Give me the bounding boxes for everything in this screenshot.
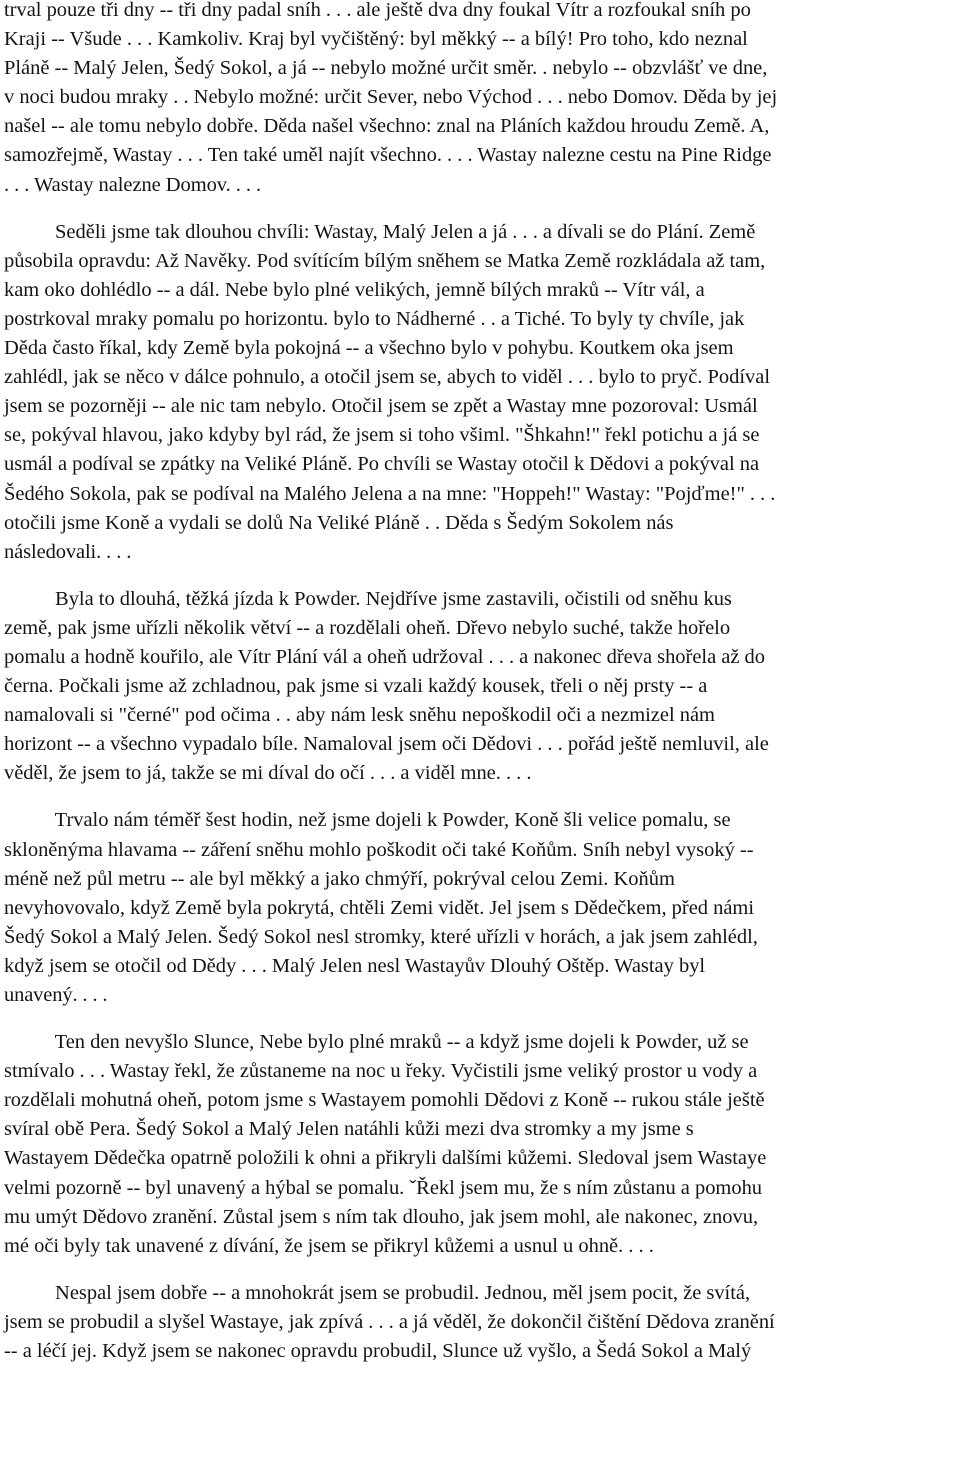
- text-line: skloněnýma hlavama -- záření sněhu mohlo poškodit oči také Koňům. Sníh nebyl vysoký --: [4, 838, 754, 861]
- text-line: Trvalo nám téměř šest hodin, než jsme dojeli k Powder, Koně šli velice pomalu, se: [4, 809, 731, 832]
- paragraph-gap: [4, 1261, 956, 1279]
- paragraph-gap: [4, 567, 956, 585]
- text-line: zahlédl, jak se něco v dálce pohnulo, a otočil jsem se, abych to viděl . . . bylo to pryč. Podíval: [4, 366, 770, 389]
- text-line: jsem se pozorněji -- ale nic tam nebylo. Otočil jsem se zpět a Wastay mne pozoroval: Usmál: [4, 395, 758, 418]
- text-line: Pláně -- Malý Jelen, Šedý Sokol, a já -- nebylo možné určit směr. . nebylo -- obzvlášť ve dne,: [4, 57, 768, 80]
- text-line: nevyhovovalo, když Země byla pokrytá, chtěli Zemi vidět. Jel jsem s Dědečkem, před námi: [4, 896, 755, 919]
- text-line: Děda často říkal, kdy Země byla pokojná -- a všechno bylo v pohybu. Koutkem oka jsem: [4, 337, 734, 360]
- text-line: mé oči byly tak unavené z dívání, že jsem se přikryl kůžemi a usnul u ohně. . . .: [4, 1234, 654, 1257]
- text-line: unavený. . . .: [4, 984, 108, 1006]
- text-line: -- a léčí jej. Když jsem se nakonec opravdu probudil, Slunce už vyšlo, a Šedá Sokol a Malý: [4, 1340, 752, 1363]
- text-line: samozřejmě, Wastay . . . Ten také uměl najít všechno. . . . Wastay nalezne cestu na Pine Ridge: [4, 144, 772, 167]
- text-line: v noci budou mraky . . Nebylo možné: určit Sever, nebo Východ . . . nebo Domov. Děda by jej: [4, 86, 778, 109]
- text-line: namalovali si "černé" pod očima . . aby nám lesk sněhu nepoškodil oči a nezmizel nám: [4, 704, 715, 727]
- text-line: Šedého Sokola, pak se podíval na Malého Jelena a na mne: "Hoppeh!" Wastay: "Pojďme!" . . .: [4, 482, 776, 505]
- text-line: mu umýt Dědovo zranění. Zůstal jsem s ním tak dlouho, jak jsem mohl, ale nakonec, znovu,: [4, 1205, 759, 1228]
- text-line: otočili jsme Koně a vydali se dolů Na Veliké Pláně . . Děda s Šedým Sokolem nás: [4, 511, 674, 534]
- text-line: země, pak jsme uřízli několik větví -- a rozdělali oheň. Dřevo nebylo suché, takže hořelo: [4, 616, 731, 639]
- text-line: Nespal jsem dobře -- a mnohokrát jsem se probudil. Jednou, měl jsem pocit, že svítá,: [4, 1281, 751, 1304]
- text-line: Seděli jsme tak dlouhou chvíli: Wastay, Malý Jelen a já . . . a dívali se do Plání. Země: [4, 220, 756, 243]
- paragraph-gap: [4, 200, 956, 218]
- text-line: stmívalo . . . Wastay řekl, že zůstaneme na noc u řeky. Vyčistili jsme veliký prostor u vody a: [4, 1060, 758, 1083]
- text-line: následovali. . . .: [4, 540, 132, 563]
- paragraph: [4, 585, 956, 789]
- text-line: pomalu a hodně kouřilo, ale Vítr Plání vál a oheň udržoval . . . a nakonec dřeva shořela až do: [4, 645, 765, 668]
- paragraph: [4, 0, 956, 200]
- text-line: trval pouze tři dny -- tři dny padal sníh . . . ale ještě dva dny foukal Vítr a rozfoukal sníh po: [4, 0, 751, 21]
- text-line: Kraji -- Všude . . . Kamkoliv. Kraj byl vyčištěný: byl měkký -- a bílý! Pro toho, kdo neznal: [4, 28, 748, 51]
- text-line: jsem se probudil a slyšel Wastaye, jak zpívá . . . a já věděl, že dokončil čištění Dědova zranění: [4, 1310, 775, 1333]
- paragraph-gap: [4, 1010, 956, 1028]
- paragraph: [4, 1279, 956, 1366]
- paragraph: [4, 218, 956, 567]
- text-line: kam oko dohlédlo -- a dál. Nebe bylo plné velikých, jemně bílých mraků -- Vítr vál, a: [4, 278, 705, 301]
- text-line: Šedý Sokol a Malý Jelen. Šedý Sokol nesl stromky, které uřízli v horách, a jak jsem zahlédl,: [4, 925, 758, 948]
- text-line: se, pokýval hlavou, jako kdyby byl rád, že jsem si toho všiml. "Šhkahn!" řekl potichu a já se: [4, 424, 760, 447]
- text-line: Byla to dlouhá, těžká jízda k Powder. Nejdříve jsme zastavili, očistili od sněhu kus: [4, 587, 732, 610]
- text-line: usmál a podíval se zpátky na Veliké Pláně. Po chvíli se Wastay otočil k Dědovi a pokýval na: [4, 453, 760, 476]
- text-line: méně než půl metru -- ale byl měkký a jako chmýří, pokrýval celou Zemi. Koňům: [4, 867, 675, 890]
- paragraph: [4, 1028, 956, 1261]
- text-line: velmi pozorně -- byl unavený a hýbal se pomalu. ˇŘekl jsem mu, že s ním zůstanu a pomohu: [4, 1176, 763, 1199]
- text-line: . . . Wastay nalezne Domov. . . .: [4, 173, 262, 196]
- text-line: když jsem se otočil od Dědy . . . Malý Jelen nesl Wastayův Dlouhý Oštěp. Wastay byl: [4, 954, 706, 977]
- paragraph: [4, 806, 956, 1010]
- paragraph-gap: [4, 788, 956, 806]
- text-line: Ten den nevyšlo Slunce, Nebe bylo plné mraků -- a když jsme dojeli k Powder, už se: [4, 1031, 749, 1054]
- text-line: rozdělali mohutná oheň, potom jsme s Wastayem pomohli Dědovi z Koně -- rukou stále ještě: [4, 1089, 765, 1112]
- text-line: našel -- ale tomu nebylo dobře. Děda našel všechno: znal na Pláních každou hroudu Země. A,: [4, 115, 770, 138]
- text-line: černa. Počkali jsme až zchladnou, pak jsme si vzali každý kousek, třeli o něj prsty -- a: [4, 675, 708, 698]
- text-line: horizont -- a všechno vypadalo bíle. Namaloval jsem oči Dědovi . . . pořád ještě nemluvil, ale: [4, 733, 769, 756]
- text-line: svíral obě Pera. Šedý Sokol a Malý Jelen natáhli kůži mezi dva stromky a my jsme s: [4, 1118, 694, 1141]
- text-line: Wastayem Dědečka opatrně položili k ohni a přikryli dalšími kůžemi. Sledoval jsem Wastaye: [4, 1147, 767, 1170]
- text-line: věděl, že jsem to já, takže se mi díval do očí . . . a viděl mne. . . .: [4, 762, 532, 785]
- text-line: působila opravdu: Až Navěky. Pod svítícím bílým sněhem se Matka Země rozkládala až tam,: [4, 249, 766, 272]
- document-page: [4, 0, 956, 1366]
- text-line: postrkoval mraky pomalu po horizontu. bylo to Nádherné . . a Tiché. To byly ty chvíle, jak: [4, 307, 745, 330]
